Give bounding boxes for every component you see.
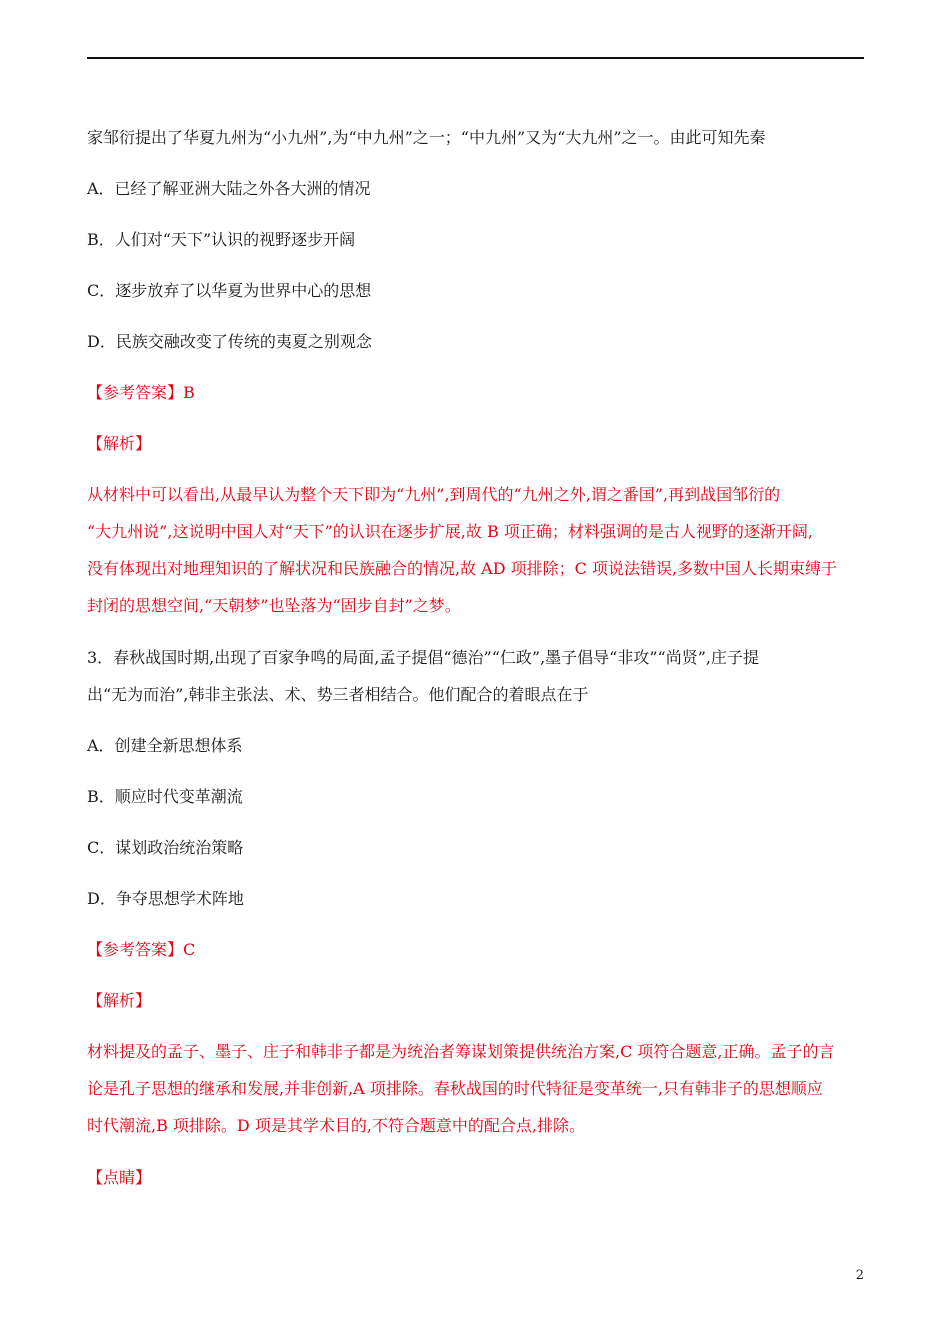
q3-analysis-line-1: 材料提及的孟子、墨子、庄子和韩非子都是为统治者筹谋划策提供统治方案,C 项符合题意,正确。孟子的言 (87, 1042, 835, 1061)
q2-analysis-heading: 【解析】 (87, 434, 152, 453)
continuation-line: 家邹衍提出了华夏九州为“小九州”,为“中九州”之一；“中九州”又为“大九州”之一。由此可知先秦 (87, 128, 766, 147)
q2-answer: 【参考答案】B (87, 383, 195, 402)
q3-option-b: B．顺应时代变革潮流 (87, 787, 243, 806)
q3-analysis-line-2: 论是孔子思想的继承和发展,并非创新,A 项排除。春秋战国的时代特征是变革统一,只有韩非子的思想顺应 (87, 1079, 823, 1098)
q3-analysis-heading: 【解析】 (87, 991, 152, 1010)
q2-option-b: B．人们对“天下”认识的视野逐步开阔 (87, 230, 356, 249)
q2-analysis-line-4: 封闭的思想空间,“天朝梦”也坠落为“固步自封”之梦。 (87, 596, 461, 615)
q3-stem-line-2: 出“无为而治”,韩非主张法、术、势三者相结合。他们配合的着眼点在于 (87, 685, 589, 704)
page-number: 2 (855, 1268, 864, 1283)
q2-analysis-line-3: 没有体现出对地理知识的了解状况和民族融合的情况,故 AD 项排除；C 项说法错误,多数中国人长期束缚于 (87, 559, 838, 578)
q3-stem-line-1: 3．春秋战国时期,出现了百家争鸣的局面,孟子提倡“德治”“仁政”,墨子倡导“非攻”“尚贤”,庄子提 (87, 648, 759, 667)
q3-analysis-line-3: 时代潮流,B 项排除。D 项是其学术目的,不符合题意中的配合点,排除。 (87, 1116, 586, 1135)
q2-analysis-line-1: 从材料中可以看出,从最早认为整个天下即为“九州”,到周代的“九州之外,谓之番国”,再到战国邹衍的 (87, 485, 781, 504)
q3-option-d: D．争夺思想学术阵地 (87, 889, 244, 908)
q3-comment-heading: 【点睛】 (87, 1168, 152, 1187)
q3-option-c: C．谋划政治统治策略 (87, 838, 244, 857)
header-rule (87, 57, 864, 59)
q3-option-a: A．创建全新思想体系 (87, 736, 243, 755)
q3-answer: 【参考答案】C (87, 940, 196, 959)
q2-option-a: A．已经了解亚洲大陆之外各大洲的情况 (87, 179, 371, 198)
q2-option-c: C．逐步放弃了以华夏为世界中心的思想 (87, 281, 372, 300)
q2-analysis-line-2: “大九州说”,这说明中国人对“天下”的认识在逐步扩展,故 B 项正确；材料强调的是古人视野的逐渐开阔, (87, 522, 813, 541)
q2-option-d: D．民族交融改变了传统的夷夏之别观念 (87, 332, 372, 351)
